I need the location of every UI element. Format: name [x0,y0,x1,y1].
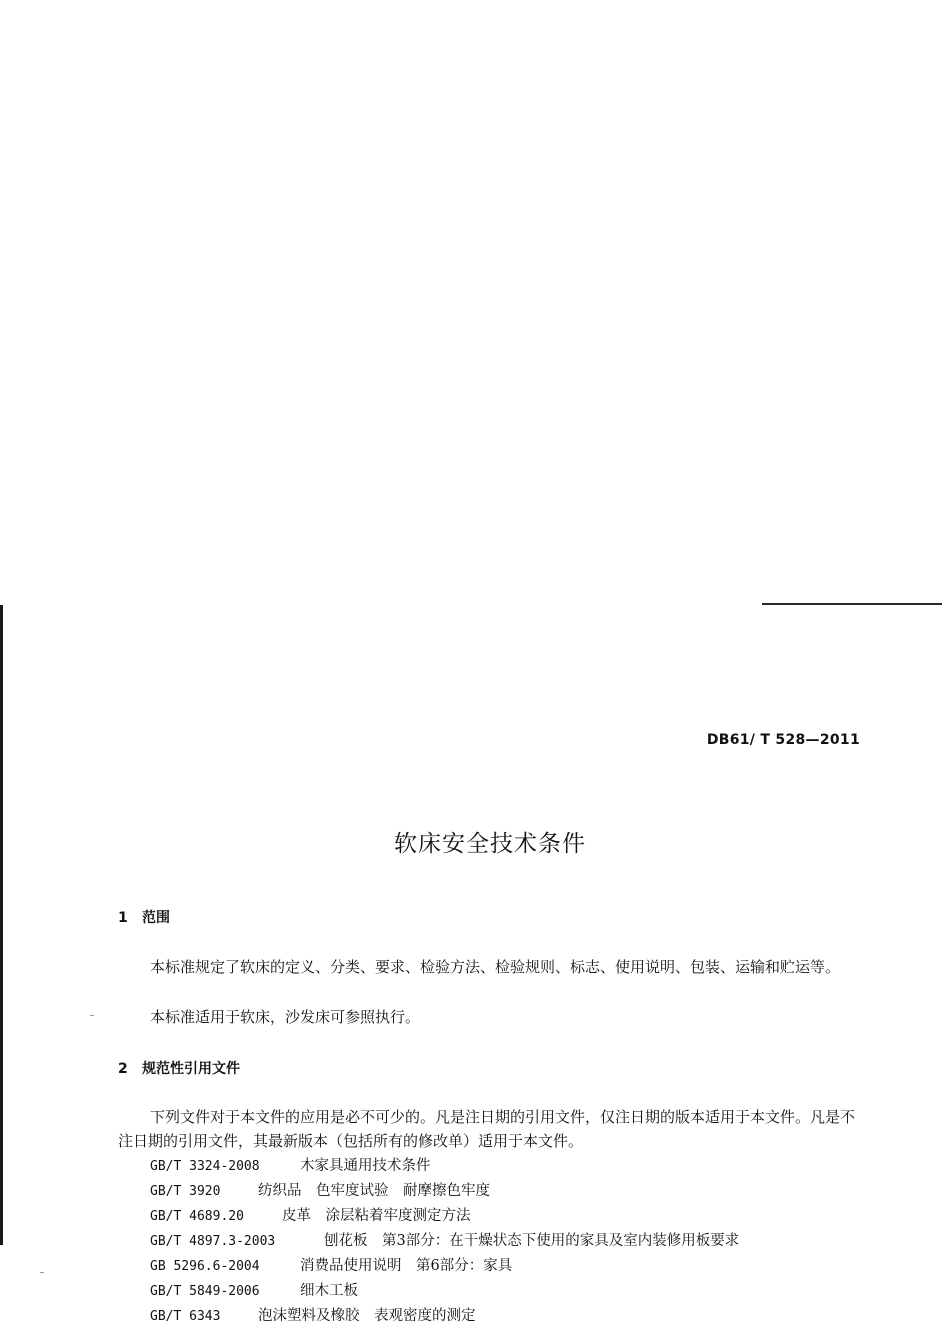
reference-code: GB/T 6343 [150,1309,221,1324]
section-number: 1 [118,910,128,926]
document-title: 软床安全技术条件 [394,831,586,857]
reference-code: GB/T 3324-2008 [150,1159,260,1174]
reference-item [150,1204,739,1229]
paragraph-text: 本标准规定了软床的定义、分类、要求、检验方法、检验规则、标志、使用说明、包装、运输和贮运等。 [150,958,841,976]
section-heading-normative-references [118,1058,240,1078]
reference-name: 消费品使用说明 第6部分：家具 [300,1258,513,1274]
paragraph-text: 下列文件对于本文件的应用是必不可少的。凡是注日期的引用文件，仅注日期的版本适用于本文件。凡是不注日期的引用文件，其最新版本（包括所有的修改单）适用于本文件。 [118,1108,856,1150]
scan-border-left [0,605,3,1245]
reference-list [150,1154,739,1329]
paragraph-text: 本标准适用于软床，沙发床可参照执行。 [150,1008,421,1026]
reference-name: 木家具通用技术条件 [300,1158,431,1174]
reference-code: GB/T 3920 [150,1184,221,1199]
reference-item [150,1304,739,1329]
reference-code: GB/T 4689.20 [150,1209,244,1224]
section-number: 2 [118,1061,128,1077]
paragraph [118,955,863,979]
reference-code: GB/T 4897.3-2003 [150,1234,276,1249]
standard-number: DB61/ T 528—2011 [706,732,860,748]
scan-speck [90,1015,94,1016]
reference-item [150,1229,739,1254]
section-title: 规范性引用文件 [142,1061,240,1077]
scan-speck [40,1272,44,1273]
reference-name: 细木工板 [300,1283,358,1299]
paragraph [118,1105,863,1153]
reference-code: GB 5296.6-2004 [150,1259,260,1274]
reference-item [150,1254,739,1279]
reference-code: GB/T 5849-2006 [150,1284,260,1299]
reference-name: 泡沫塑料及橡胶 表观密度的测定 [258,1308,476,1324]
section-heading-scope [118,907,170,927]
reference-item [150,1279,739,1304]
reference-name: 刨花板 第3部分：在干燥状态下使用的家具及室内装修用板要求 [324,1233,740,1249]
reference-item [150,1179,739,1204]
reference-name: 纺织品 色牢度试验 耐摩擦色牢度 [258,1183,490,1199]
scan-header-rule [762,603,942,605]
reference-item [150,1154,739,1179]
section-title: 范围 [142,910,170,926]
reference-name: 皮革 涂层粘着牢度测定方法 [282,1208,471,1224]
paragraph [118,1005,863,1029]
